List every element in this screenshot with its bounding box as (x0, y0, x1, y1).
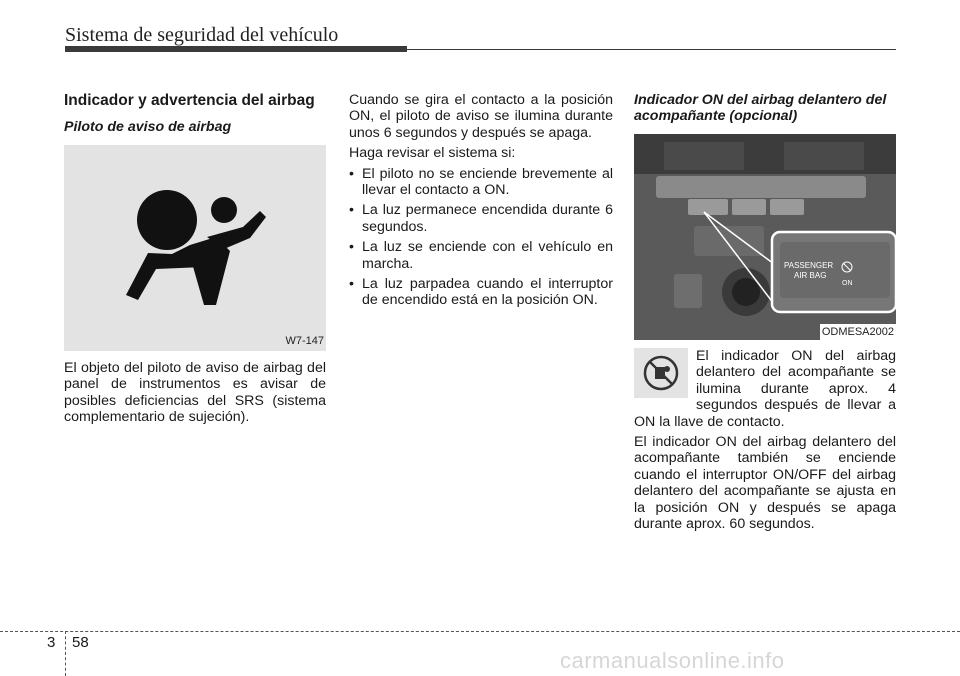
airbag-warning-figure (64, 145, 326, 351)
callout-airbag-text: AIR BAG (794, 271, 827, 280)
watermark-text: carmanualsonline.info (560, 648, 785, 673)
passenger-airbag-on-icon (641, 353, 681, 393)
dashboard-photo-figure (634, 134, 896, 340)
paragraph: Cuando se gira el contacto a la posición ON, el piloto de aviso se ilumina durante unos 6 segundos y después se apaga. (349, 92, 613, 141)
column-right (634, 92, 896, 536)
callout-passenger-text: PASSENGER (784, 261, 834, 270)
figure-label: W7-147 (285, 334, 324, 347)
airbag-warning-icon (64, 145, 326, 351)
column-middle (349, 92, 613, 313)
footer-separator (65, 631, 66, 676)
column-left (64, 92, 326, 430)
list-item: • El piloto no se enciende brevemente al llevar el contacto a ON. (349, 166, 613, 199)
header-rule-thin (407, 49, 896, 50)
passenger-airbag-indicator (634, 348, 688, 398)
header-rule-thick (65, 46, 407, 52)
figure-label: ODMESA2002 (820, 324, 896, 340)
list-item: • La luz permanece encendida durante 6 segundos. (349, 202, 613, 235)
subsection-title: Indicador ON del airbag delantero del acompañante (opcional) (634, 92, 887, 124)
paragraph: Haga revisar el sistema si: (349, 145, 516, 162)
page-number: 58 (72, 634, 89, 651)
list-item: • La luz se enciende con el vehículo en marcha. (349, 239, 613, 272)
callout-on-text: ON (842, 280, 853, 287)
footer-rule (0, 631, 960, 632)
paragraph: El indicador ON del airbag delantero del acompañante también se enciende cuando el interruptor ON/OFF del airbag delantero del acompañante se ajusta en la posición ON y después se apaga durante aprox. 60 segundos. (634, 434, 896, 533)
section-title: Indicador y advertencia del airbag (64, 92, 315, 109)
subsection-title: Piloto de aviso de airbag (64, 119, 232, 135)
list-item: • La luz parpadea cuando el interruptor de encendido está en la posición ON. (349, 276, 613, 309)
bullet-list (349, 166, 613, 309)
paragraph: El indicador ON del airbag delantero del acompañante se ilumina durante aprox. 4 segundos después de llevar a ON la llave de contacto. (634, 348, 896, 430)
paragraph: El objeto del piloto de aviso de airbag del panel de instrumentos es avisar de posibles deficiencias del SRS (sistema complementario de sujeción). (64, 360, 326, 426)
chapter-number: 3 (47, 634, 56, 651)
page-header-title: Sistema de seguridad del vehículo (65, 24, 339, 46)
dashboard-photo (634, 134, 896, 340)
